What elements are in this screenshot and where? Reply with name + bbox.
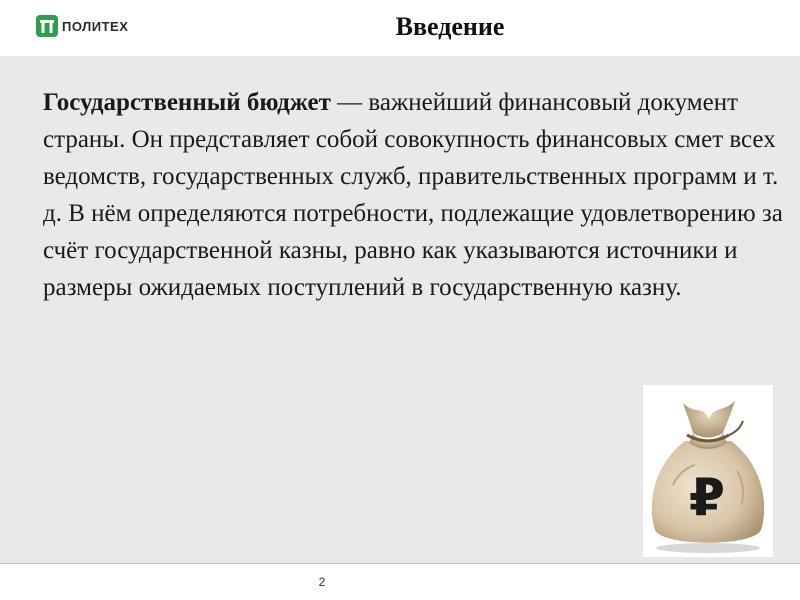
logo-text: ПОЛИТЕХ	[62, 18, 129, 34]
logo	[36, 15, 128, 37]
ruble-symbol: ₽	[688, 468, 726, 528]
money-bag-ruble-icon	[643, 385, 773, 557]
slide-title: Введение	[395, 12, 505, 41]
politech-logo-icon	[36, 15, 58, 37]
footer	[0, 564, 800, 600]
definition-text: — важнейший финансовый документ страны. Он представляет собой совокупность финансовых смет всех ведомств, государственных служб, правительственных программ и т. д. В нём определяются потребности, подлежащие удовлетворению за счёт государственной казны, равно как указываются источники и размеры ожидаемых поступлений в государственную казну.	[43, 89, 783, 301]
money-bag-image	[643, 385, 773, 557]
definition-paragraph	[43, 84, 783, 306]
page-number: 2	[318, 575, 326, 589]
definition-term: Государственный бюджет	[43, 89, 331, 116]
header	[0, 0, 800, 56]
